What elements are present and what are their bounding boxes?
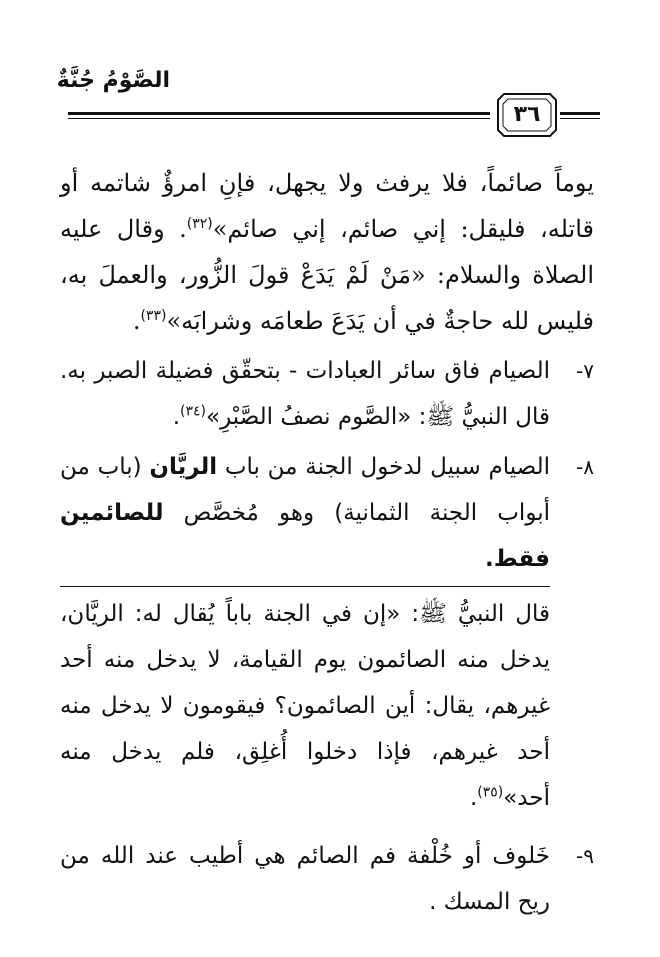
hadith-text: قال النبيُّ ﷺ: «إن في الجنة باباً يُقال له: الريَّان، يدخل منه الصائمون يوم القيامة، لا يدخل منه أحد غيرهم، يقال: أين الصائمون؟ فيقومون لا يدخل منه أحد غيرهم، فإذا دخلوا أُغلِق، فلم يدخل منه أحد» (60, 601, 550, 811)
item7-body: الصيام فاق سائر العبادات - بتحقّق فضيلة الصبر به. قال النبيُّ ﷺ: «الصَّوم نصفُ الصَّبْرِ» (60, 358, 550, 430)
item7-end: . (172, 404, 181, 430)
intro-paragraph (60, 160, 594, 344)
hadith-paragraph (60, 591, 550, 821)
item8-bold-fasting-only: للصائمين فقط. (60, 500, 550, 572)
intro-text-2: . وقال عليه الصلاة والسلام: «مَنْ لَمْ يَدَعْ قولَ الزُّور، والعملَ به، فليس لله حاجةٌ في أن يَدَعَ طعامَه وشرابَه» (60, 215, 594, 335)
item8-text-a: الصيام سبيل لدخول الجنة من باب (217, 454, 550, 480)
intro-end: . (132, 307, 141, 335)
running-header-title: الصَّوْمُ جُنَّةٌ (56, 68, 170, 93)
item8-text-b: (باب من أبواب الجنة الثمانية) وهو مُخصَّص (60, 454, 550, 526)
item-number-8: ٨- (576, 455, 594, 479)
section-divider (60, 586, 550, 587)
footnote-ref-33: (٣٣) (140, 308, 167, 324)
header-rule-right-thin (560, 118, 600, 119)
item-text-8 (60, 444, 550, 582)
hadith-end: . (469, 785, 478, 811)
footnote-ref-35: (٣٥) (477, 784, 504, 801)
header-rule-right-thick (560, 112, 600, 115)
item-number-7: ٧- (576, 359, 594, 383)
item8-bold-rayyan: الريَّان (149, 454, 218, 480)
intro-text-1: يوماً صائماً، فلا يرفث ولا يجهل، فإنِ امرؤٌ شاتمه أو قاتله، فليقل: إني صائم، إني صائم» (60, 169, 594, 243)
page-number: ٣٦ (513, 102, 541, 127)
footnote-ref-34: (٣٤) (180, 403, 206, 420)
item-text-7 (60, 348, 550, 440)
list-item-9 (60, 833, 594, 925)
page-body (60, 160, 594, 925)
list-item-7 (60, 348, 594, 440)
header-rule-thin (68, 118, 490, 119)
list-item-8 (60, 444, 594, 582)
item-number-9: ٩- (576, 844, 594, 868)
footnote-ref-32: (٣٢) (186, 216, 213, 232)
item-text-9: خَلوف أو خُلْفة فم الصائم هي أطيب عند الله من ريح المسك . (60, 843, 550, 915)
page-number-frame (496, 90, 558, 140)
header-rule-thick (68, 112, 490, 115)
